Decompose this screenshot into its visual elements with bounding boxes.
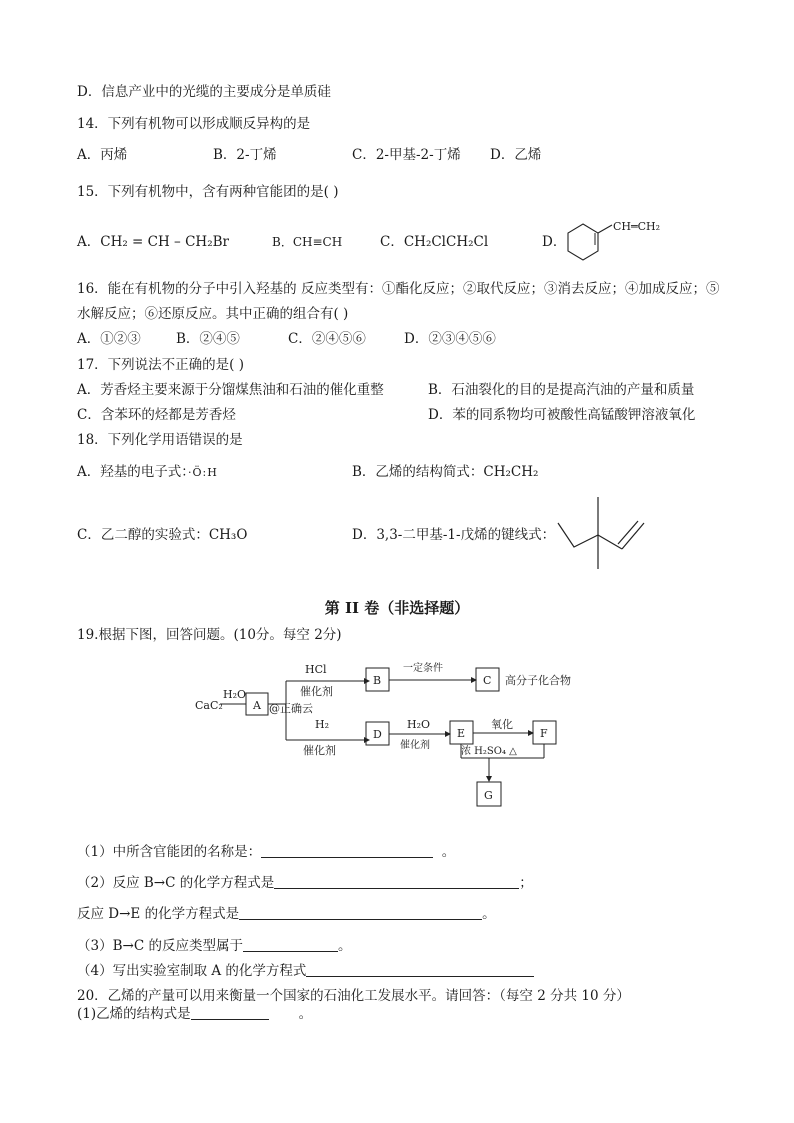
q19-sub-4-blank[interactable] xyxy=(306,962,534,977)
q17-option-c: C．含苯环的烃都是芳香烃 xyxy=(77,407,236,423)
q16-option-a: A．①②③ xyxy=(77,331,141,347)
box-d-label: D xyxy=(373,728,382,741)
q14-option-a: A．丙烯 xyxy=(77,147,128,163)
condition-label: 一定条件 xyxy=(403,663,443,674)
conc-h2so4-label: 浓 H₂SO₄ △ xyxy=(461,746,517,757)
q16-option-b: B．②④⑤ xyxy=(176,331,240,347)
polymer-label: 高分子化合物 xyxy=(505,674,571,687)
box-e-label: E xyxy=(457,727,466,740)
q14-option-b: B．2-丁烯 xyxy=(213,147,277,163)
q14-option-d: D．乙烯 xyxy=(490,147,542,163)
hcl-label: HCl xyxy=(305,663,327,676)
q15-a-prefix: A． xyxy=(77,234,101,250)
q19-sub-2b xyxy=(77,905,496,923)
box-g-label: G xyxy=(484,789,493,802)
q16-line-1: 16．能在有机物的分子中引入羟基的 反应类型有：①酯化反应；②取代反应；③消去反应；④加成反应；⑤ xyxy=(77,281,720,297)
section-2-title: 第 II 卷（非选择题） xyxy=(324,599,470,617)
q20-sub-1-text: (1)乙烯的结构式是 xyxy=(77,1006,191,1022)
q15-option-c xyxy=(380,233,488,251)
watermark-text: @正确云 xyxy=(269,702,313,715)
q19-stem: 19.根据下图，回答问题。(10分。每空 2分) xyxy=(77,627,342,643)
q19-sub-4-text: （4）写出实验室制取 A 的化学方程式 xyxy=(77,963,307,979)
oxidation-label: 氧化 xyxy=(491,718,513,731)
q17-option-b: B．石油裂化的目的是提高汽油的产量和质量 xyxy=(428,382,695,398)
reaction-scheme-diagram xyxy=(193,658,603,810)
q14-stem: 14．下列有机物可以形成顺反异构的是 xyxy=(77,116,311,132)
q18-option-d-label: D．3,3-二甲基-1-戊烯的键线式： xyxy=(352,527,556,543)
q20-sub-1-end: 。 xyxy=(298,1006,313,1022)
box-b-label: B xyxy=(373,674,382,687)
q20-sub-1 xyxy=(77,1005,312,1023)
styrene-substituent: CH═CH₂ xyxy=(613,220,661,233)
q19-sub-2b-text: 反应 D→E 的化学方程式是 xyxy=(77,906,240,922)
q18-option-c: C．乙二醇的实验式：CH₃O xyxy=(77,527,248,543)
q19-sub-3-end: 。 xyxy=(337,938,352,954)
catalyst-label-2: 催化剂 xyxy=(303,744,336,757)
q19-sub-1-text: （1）中所含官能团的名称是： xyxy=(77,844,262,860)
q19-sub-2-end: ； xyxy=(519,875,533,891)
q15-option-a xyxy=(77,233,229,251)
q19-sub-3-text: （3）B→C 的反应类型属于 xyxy=(77,938,243,954)
q15-a-formula: CH₂ = CH – CH₂Br xyxy=(100,234,229,250)
catalyst-label-1: 催化剂 xyxy=(300,685,333,698)
q15-option-d-prefix: D． xyxy=(542,234,567,250)
h2-label: H₂ xyxy=(315,718,330,731)
box-a-label: A xyxy=(253,699,261,712)
q16-line-2: 水解反应；⑥还原反应。其中正确的组合有( ) xyxy=(77,306,349,322)
q15-option-b xyxy=(272,233,342,251)
styrene-structure-diagram xyxy=(565,215,665,263)
q18-stem: 18．下列化学用语错误的是 xyxy=(77,432,243,448)
q19-sub-3 xyxy=(77,937,351,955)
q19-sub-4 xyxy=(77,962,534,980)
q15-c-prefix: C． xyxy=(380,234,404,250)
q20-sub-1-blank[interactable] xyxy=(191,1005,269,1020)
q18-option-b: B．乙烯的结构简式：CH₂CH₂ xyxy=(352,464,539,480)
h2o-label-1: H₂O xyxy=(223,688,247,701)
q14-option-c: C．2-甲基-2-丁烯 xyxy=(352,147,461,163)
skeletal-formula-diagram xyxy=(554,495,654,573)
q15-b-formula: CH≡CH xyxy=(292,235,343,249)
q19-sub-2b-end: 。 xyxy=(482,906,496,922)
box-f-label: F xyxy=(540,727,548,740)
catalyst-label-3: 催化剂 xyxy=(400,740,430,751)
q18-option-a xyxy=(77,463,218,482)
q19-sub-1-blank[interactable] xyxy=(261,843,433,858)
q18-a-label: A．羟基的电子式： xyxy=(77,464,188,480)
q13-option-d: D．信息产业中的光缆的主要成分是单质硅 xyxy=(77,84,331,100)
q19-sub-2b-blank[interactable] xyxy=(239,905,482,920)
q19-sub-2-blank[interactable] xyxy=(274,874,519,889)
q20-stem: 20．乙烯的产量可以用来衡量一个国家的石油化工发展水平。请回答：（每空 2 分共 10 分） xyxy=(77,988,630,1004)
q16-option-c: C．②④⑤⑥ xyxy=(288,331,366,347)
q17-option-d: D．苯的同系物均可被酸性高锰酸钾溶液氧化 xyxy=(428,407,696,423)
q16-option-d: D．②③④⑤⑥ xyxy=(404,331,496,347)
q15-b-prefix: B． xyxy=(272,235,293,249)
q19-sub-2-text: （2）反应 B→C 的化学方程式是 xyxy=(77,875,275,891)
h2o-label-2: H₂O xyxy=(407,718,431,731)
q19-sub-2 xyxy=(77,874,533,892)
hydroxyl-electron-formula: ·Ö:H xyxy=(188,466,218,479)
cac2-label: CaC₂ xyxy=(195,699,223,712)
box-c-label: C xyxy=(483,674,492,687)
q15-c-formula: CH₂ClCH₂Cl xyxy=(403,234,489,250)
q17-stem: 17．下列说法不正确的是( ) xyxy=(77,357,245,373)
q15-stem: 15．下列有机物中，含有两种官能团的是( ) xyxy=(77,184,339,200)
q19-sub-1 xyxy=(77,843,455,861)
q19-sub-1-end: 。 xyxy=(441,844,456,860)
q17-option-a: A．芳香烃主要来源于分馏煤焦油和石油的催化重整 xyxy=(77,382,384,398)
q19-sub-3-blank[interactable] xyxy=(243,937,338,952)
